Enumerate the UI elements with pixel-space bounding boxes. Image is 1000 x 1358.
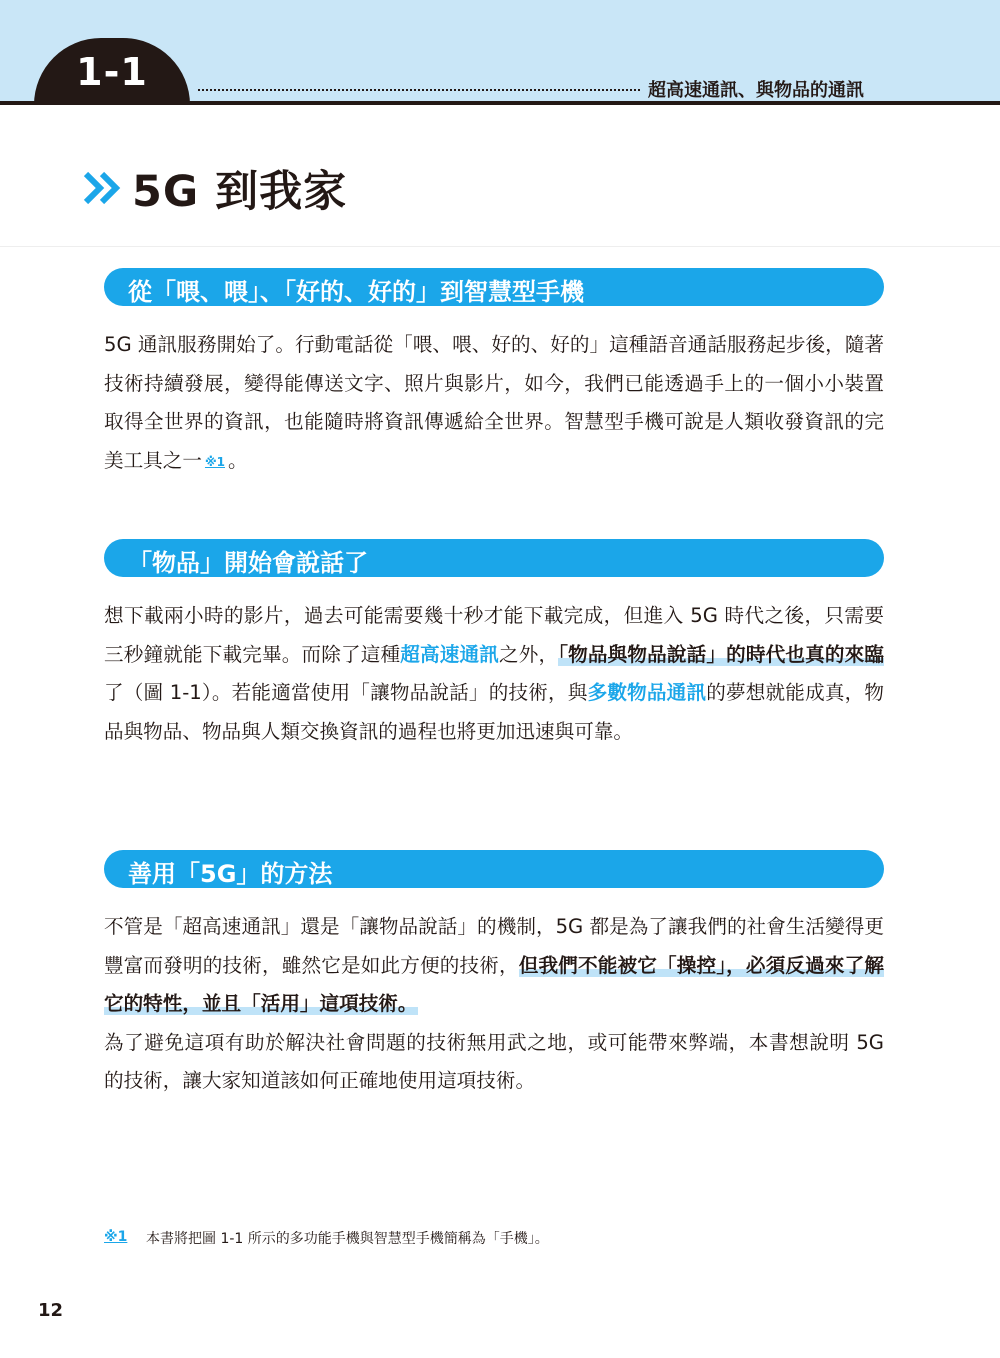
subheading-text: 善用「5G」的方法 xyxy=(128,860,333,888)
chapter-title: 5G 到我家 xyxy=(132,167,348,217)
text-run: 想下載兩小時的影片，過去可能需要幾十秒才能下載完成，但進入 5G 時代之後，只需要三秒鐘就能下載完畢。而除了這種 xyxy=(104,604,884,666)
chapter-divider xyxy=(0,246,1000,247)
text-run: 了（圖 1-1）。若能適當使用「讓物品說話」的技術，與 xyxy=(104,681,588,704)
section-paragraph xyxy=(104,908,884,1101)
emphasis-blue: 多數物品通訊 xyxy=(587,681,707,704)
emphasis-highlight: 但我們不能被它「操控」，必須反過來了解它的特性，並且「活用」這項技術。 xyxy=(104,953,885,1015)
double-chevron-right-icon xyxy=(82,168,122,208)
running-title: 超高速通訊、與物品的通訊 xyxy=(648,80,864,101)
text-run: 。 xyxy=(227,448,248,472)
header-dotted-leader xyxy=(198,89,640,91)
footnote-reference[interactable]: ※1 xyxy=(204,454,225,469)
subheading-bar xyxy=(104,850,884,888)
text-run: 不管是「超高速通訊」還是「讓物品說話」的機制，5G 都是為了讓我們的社會生活變得更豐富而發明的技術，雖然它是如此方便的技術， xyxy=(104,915,884,977)
subheading-bar xyxy=(104,268,884,306)
page-number: 12 xyxy=(38,1300,64,1321)
section-number: 1-1 xyxy=(76,50,148,94)
footnote-mark: ※1 xyxy=(104,1229,128,1245)
footnote-text: 本書將把圖 1-1 所示的多功能手機與智慧型手機簡稱為「手機」。 xyxy=(146,1231,549,1247)
subheading-text: 「物品」開始會說話了 xyxy=(128,549,368,577)
subheading-bar xyxy=(104,539,884,577)
section-paragraph xyxy=(104,597,884,751)
text-run: 5G 通訊服務開始了。行動電話從「喂、喂、好的、好的」這種語音通話服務起步後，隨著技術持續發展，變得能傳送文字、照片與影片，如今，我們已能透過手上的一個小小裝置取得全世界的資訊，也能隨時將資訊傳遞給全世界。智慧型手機可說是人類收發資訊的完美工具之一 xyxy=(104,333,884,472)
text-run: 的夢想就能成真，物品與物品、物品與人類交換資訊的過程也將更加迅速與可靠。 xyxy=(104,681,884,743)
emphasis-highlight: 「物品與物品說話」的時代也真的來臨 xyxy=(558,642,885,666)
paragraph xyxy=(104,908,884,1024)
text-run: 之外， xyxy=(498,642,559,666)
emphasis-blue: 超高速通訊 xyxy=(400,642,499,666)
paragraph xyxy=(104,597,884,751)
section-paragraph xyxy=(104,326,884,481)
subheading-text: 從「喂、喂」、「好的、好的」到智慧型手機 xyxy=(128,278,584,306)
paragraph xyxy=(104,326,884,481)
paragraph: 為了避免這項有助於解決社會問題的技術無用武之地，或可能帶來弊端，本書想說明 5G 的技術，讓大家知道該如何正確地使用這項技術。 xyxy=(104,1030,884,1092)
